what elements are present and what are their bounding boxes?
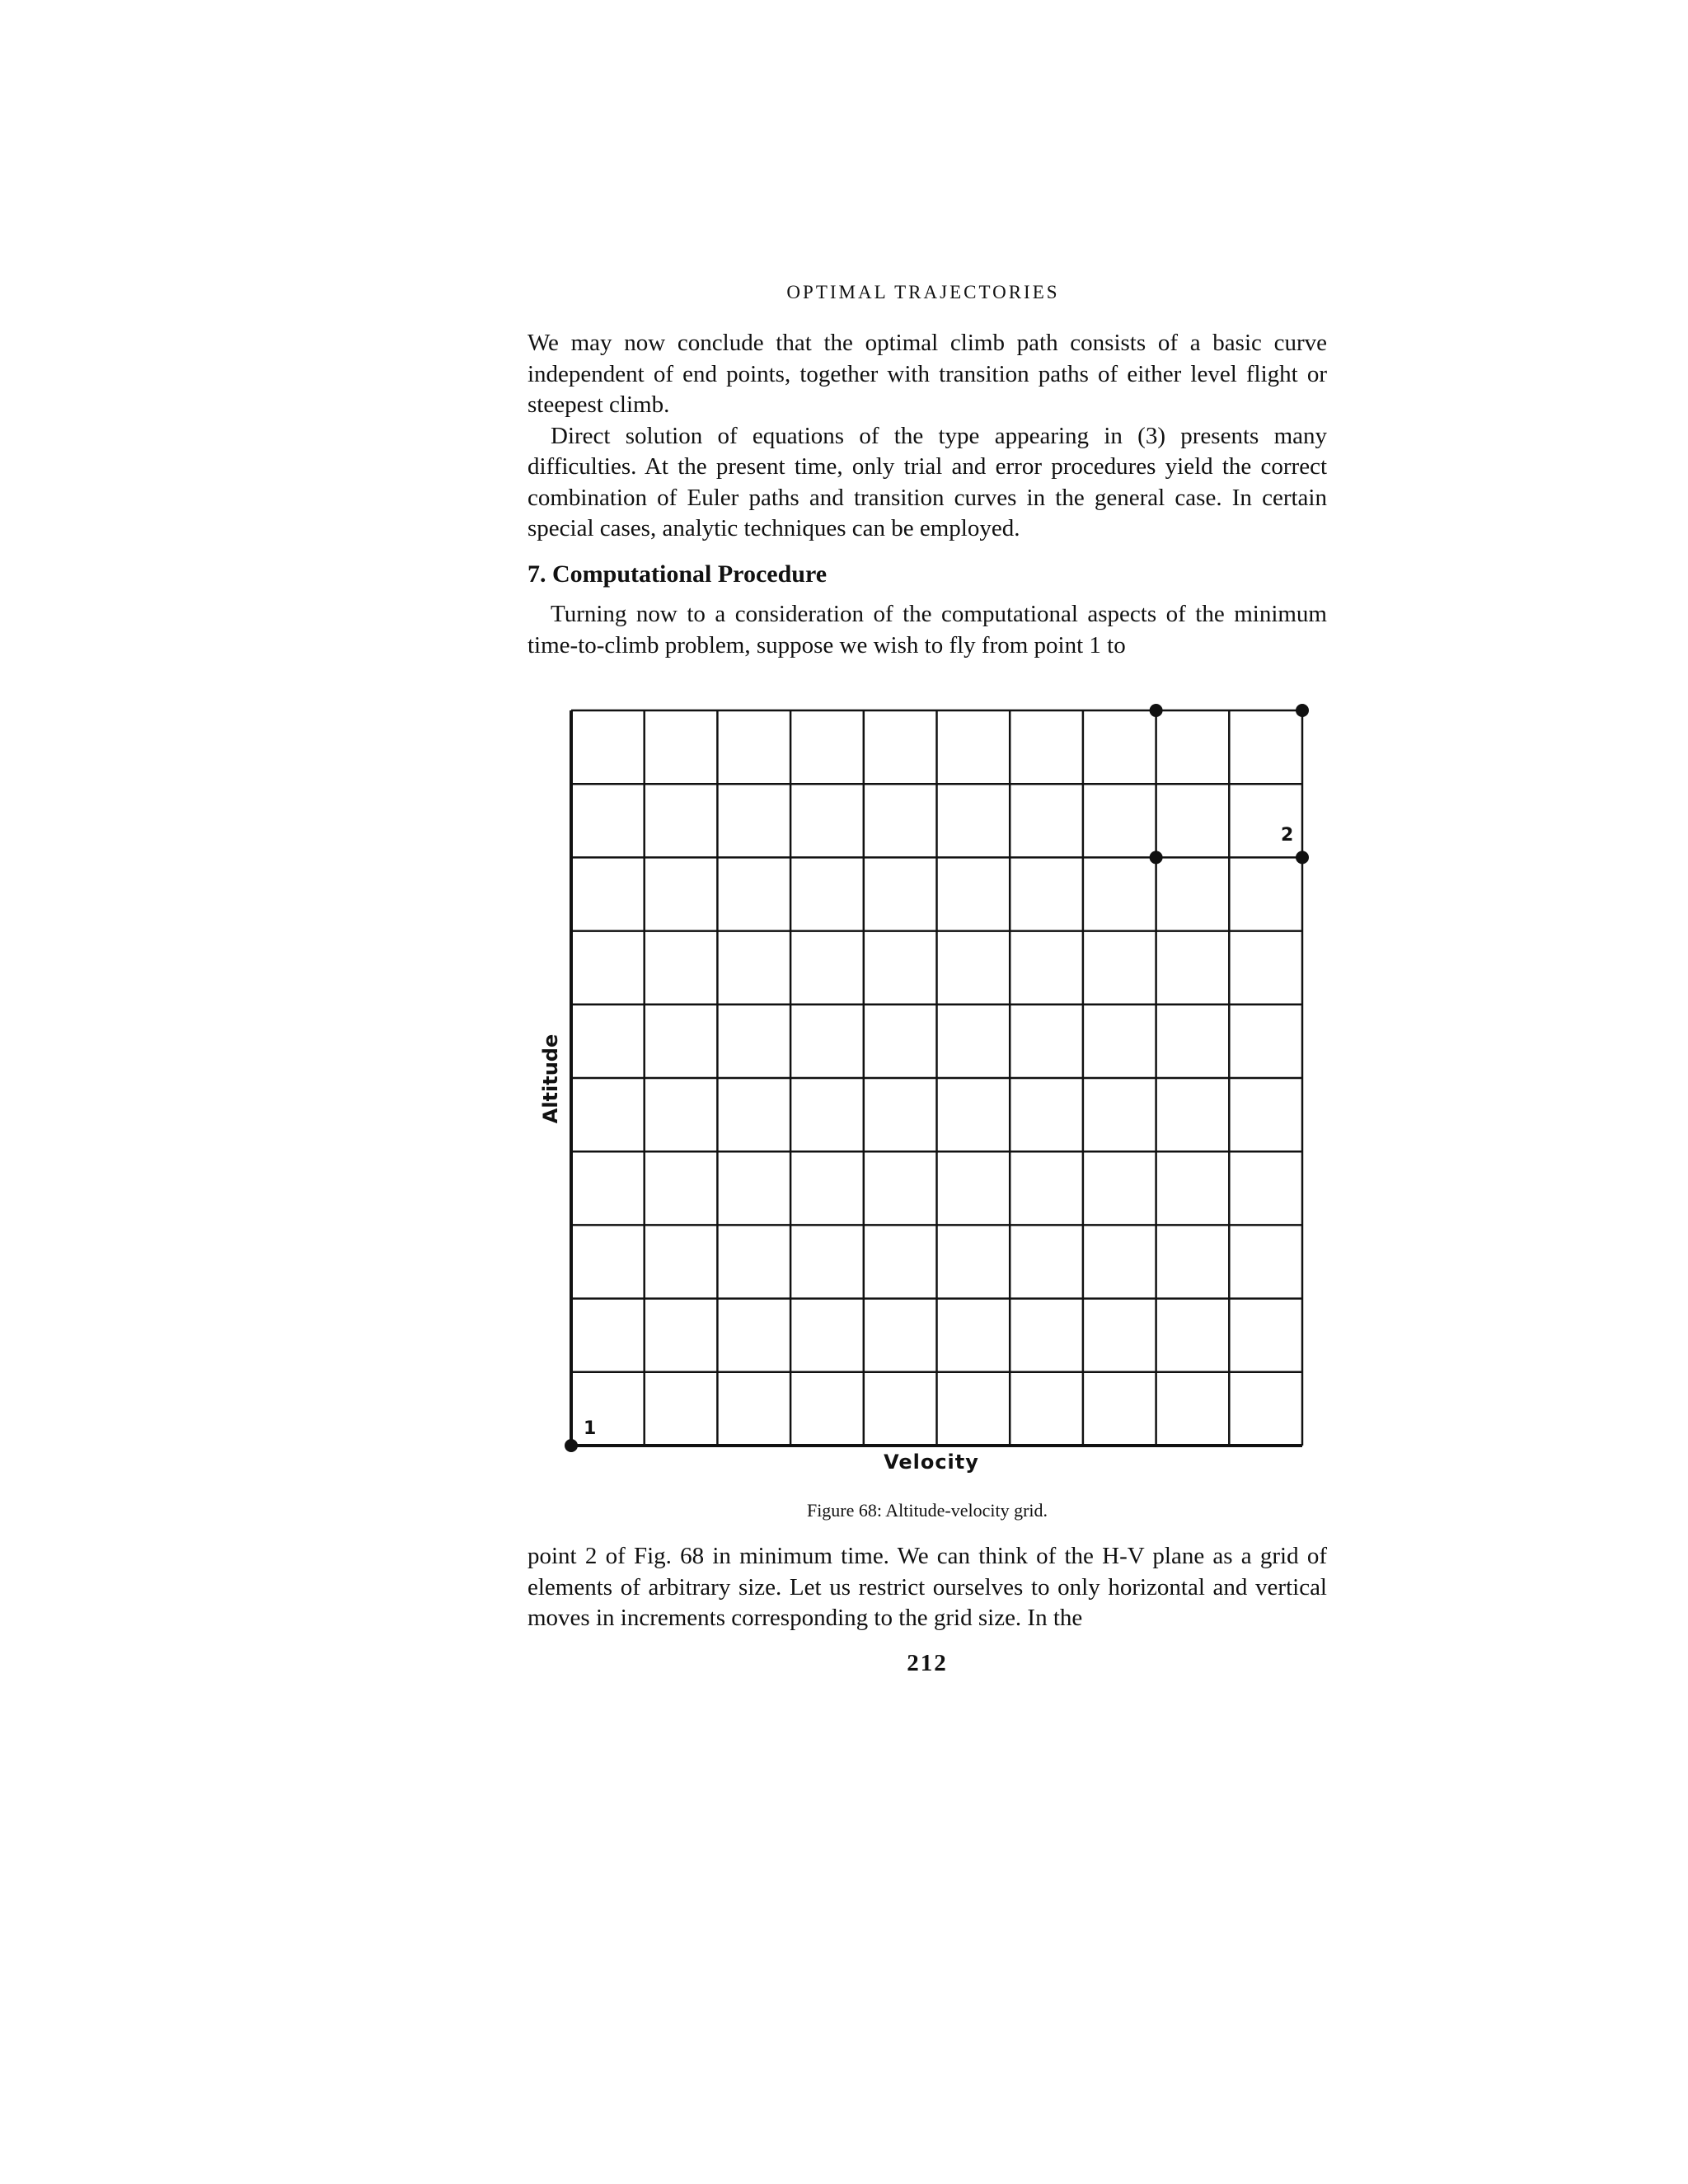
figure-caption: Figure 68: Altitude-velocity grid. xyxy=(806,1500,1048,1521)
grid-node-marker xyxy=(1150,851,1163,864)
point-1-label: 1 xyxy=(584,1418,597,1439)
grid-node-marker xyxy=(1150,704,1163,717)
paragraph-point-2: point 2 of Fig. 68 in minimum time. We can think of the H-V plane as a grid of elements of arbitrary size. Let us restrict ourselves to only horizontal and vertical moves in increments corresponding to the grid size. In the xyxy=(528,1543,1327,1631)
altitude-velocity-figure xyxy=(528,694,1327,1502)
point-2-label: 2 xyxy=(1281,825,1294,846)
running-head: OPTIMAL TRAJECTORIES xyxy=(786,282,1060,302)
altitude-velocity-grid xyxy=(528,694,1327,1502)
point-1-marker xyxy=(565,1439,578,1452)
paragraph-conclusion: We may now conclude that the optimal climb path consists of a basic curve independent of end points, together with transition paths of either level flight or steepest climb. xyxy=(528,330,1327,418)
grid-node-marker xyxy=(1296,704,1309,717)
paragraph-direct-solution: Direct solution of equations of the type appearing in (3) presents many difficulties. At the present time, only trial and error procedures yield the correct combination of Euler paths and transition curves in the general case. In certain special cases, analytic techniques can be employed. xyxy=(528,422,1327,541)
y-axis-label: Altitude xyxy=(539,1033,562,1124)
page-number: 212 xyxy=(907,1650,948,1676)
section-text xyxy=(528,599,1327,661)
grid-lines xyxy=(571,710,1302,1446)
point-2-marker xyxy=(1296,851,1309,864)
paragraph-computational: Turning now to a consideration of the computational aspects of the minimum time-to-climb problem, suppose we wish to fly from point 1 to xyxy=(528,601,1327,658)
x-axis-label: Velocity xyxy=(884,1451,979,1474)
intro-text xyxy=(528,328,1327,545)
continuation-text xyxy=(528,1541,1327,1634)
section-heading: 7. Computational Procedure xyxy=(528,560,828,588)
